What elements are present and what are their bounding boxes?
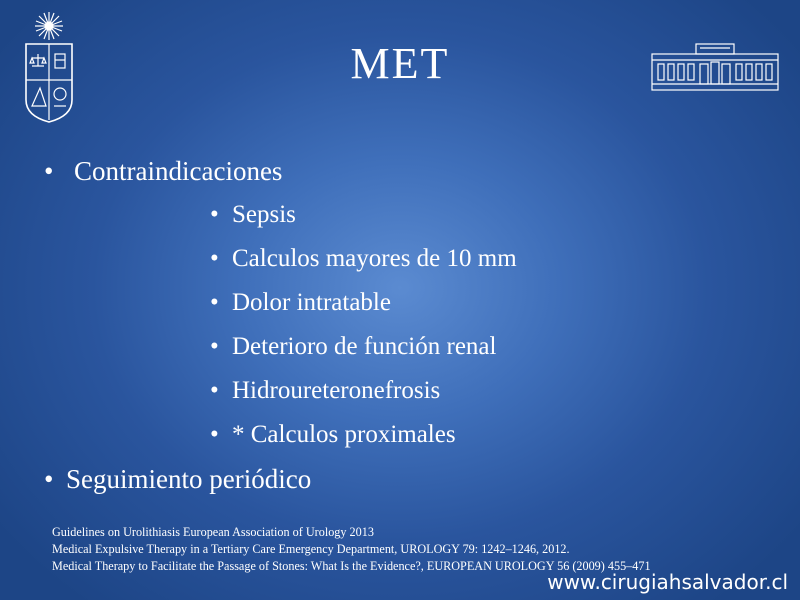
sub-bullet-label: * Calculos proximales [232,421,456,448]
sub-bullet [210,421,456,449]
reference-line: Medical Therapy to Facilitate the Passage of Stones: What Is the Evidence?, EUROPEAN UROLOGY 56 (2009) 455–471 [52,559,651,573]
sub-bullet [210,245,517,273]
bullet-label: Contraindicaciones [74,156,283,186]
references [52,524,651,575]
sub-bullet-label: Deterioro de función renal [232,333,497,360]
website-url: www.cirugiahsalvador.cl [547,570,788,594]
reference-line: Medical Expulsive Therapy in a Tertiary Care Emergency Department, UROLOGY 79: 1242–1246, 2012. [52,542,570,556]
bullet-glyph: • [210,421,219,448]
bullet-glyph: • [210,377,219,404]
sub-bullet-label: Dolor intratable [232,289,391,316]
bullet-seguimiento [44,464,311,495]
sub-bullet [210,289,391,317]
bullet-glyph: • [210,289,219,316]
bullet-glyph: • [210,245,219,272]
bullet-glyph: • [210,333,219,360]
sub-bullet [210,377,440,405]
sub-bullet [210,333,496,361]
slide-title: MET [350,39,450,88]
sub-bullet-label: Sepsis [232,201,296,228]
bullet-glyph: • [44,464,54,494]
bullet-glyph: • [44,156,54,186]
bullet-glyph: • [210,201,219,228]
sub-bullet [210,201,296,229]
bullet-label: Seguimiento periódico [66,464,312,494]
sub-bullet-label: Hidroureteronefrosis [232,377,441,404]
bullet-contraindicaciones [44,156,282,187]
sub-bullet-label: Calculos mayores de 10 mm [232,245,517,272]
reference-line: Guidelines on Urolithiasis European Association of Urology 2013 [52,525,374,539]
